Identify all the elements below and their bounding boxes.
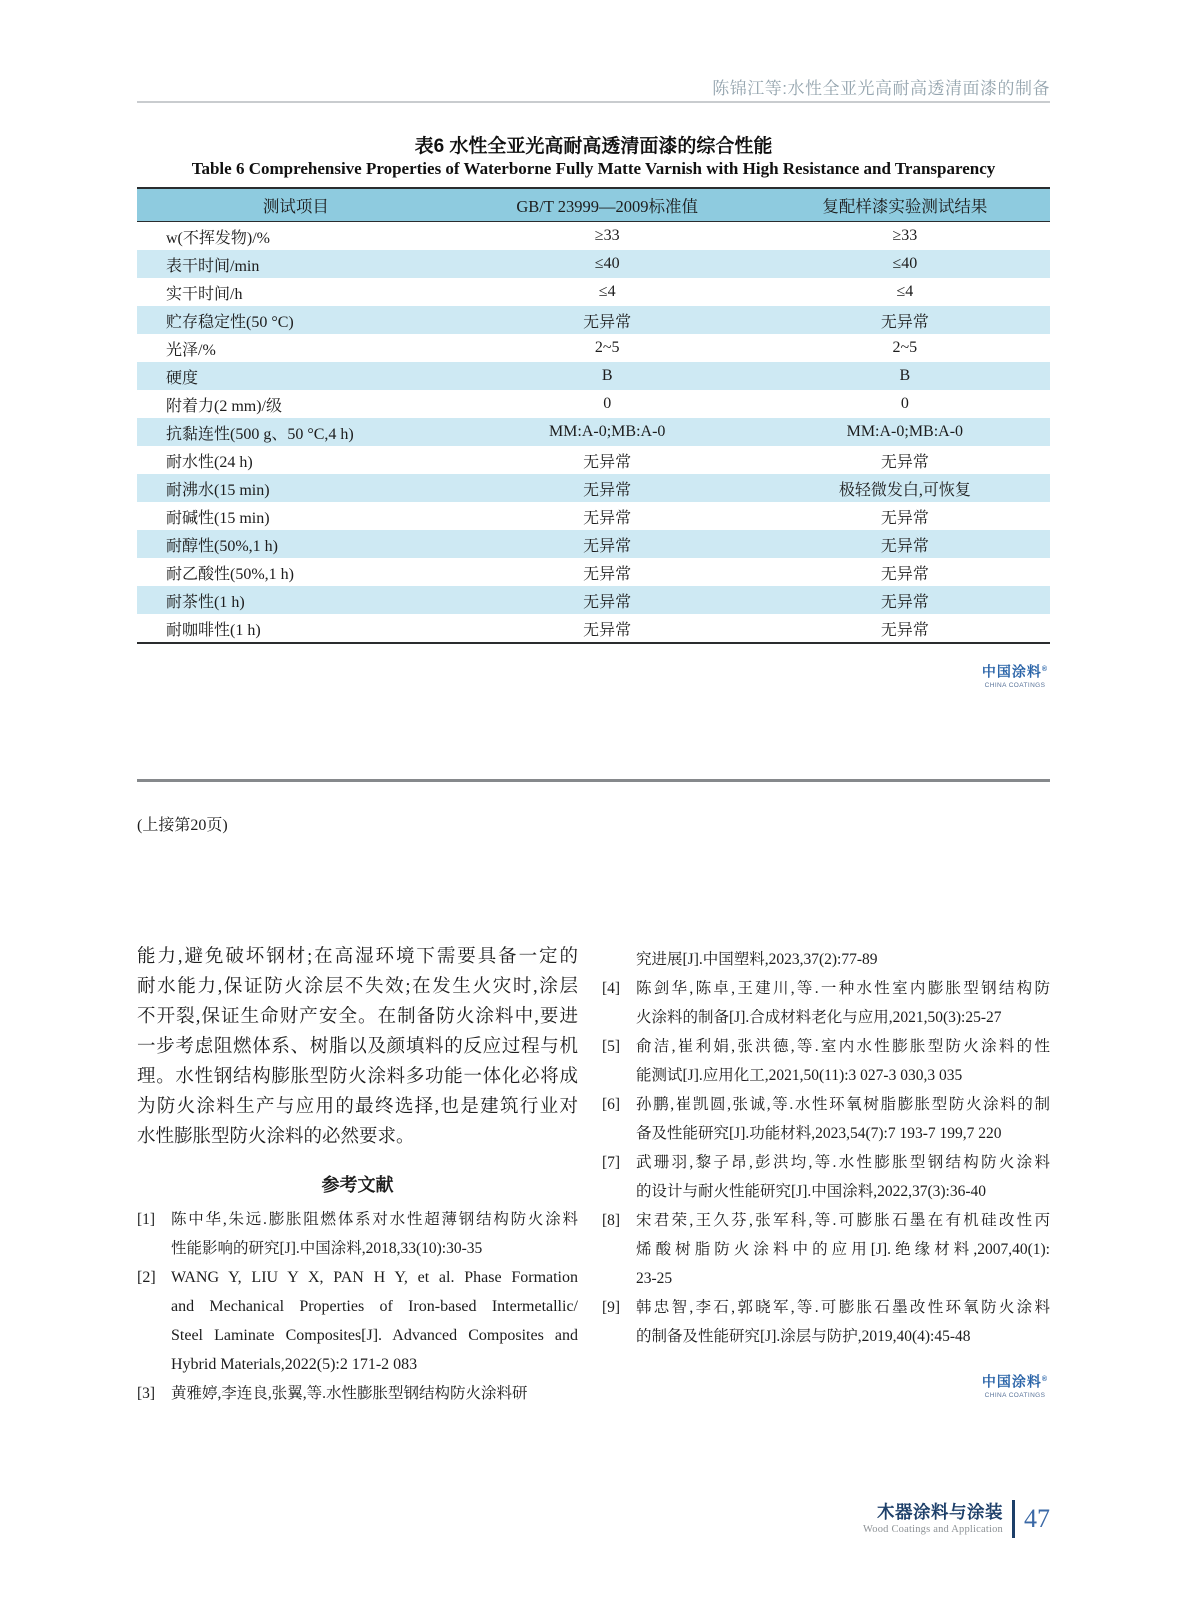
text-line: WANG Y, LIU Y X, PAN H Y, et al. Phase Formation bbox=[171, 1269, 578, 1286]
table-cell: 无异常 bbox=[583, 621, 632, 639]
properties-table bbox=[137, 187, 1050, 644]
table-cell: ≤40 bbox=[892, 255, 918, 272]
text-line: 备及性能研究[J].功能材料,2023,54(7):7 193-7 199,7 220 bbox=[636, 1125, 1002, 1142]
reference-item bbox=[602, 1148, 1050, 1206]
header-divider bbox=[137, 101, 1050, 103]
table-cell: 无异常 bbox=[880, 537, 929, 555]
page-number: 47 bbox=[1024, 1504, 1050, 1533]
china-coatings-logo bbox=[978, 662, 1052, 689]
table-cell: 光泽/% bbox=[166, 341, 216, 359]
reference-marker: [7] bbox=[602, 1154, 621, 1171]
left-column bbox=[137, 942, 578, 1408]
text-line: 的设计与耐火性能研究[J].中国涂料,2022,37(3):36-40 bbox=[636, 1183, 987, 1200]
table-cell: 无异常 bbox=[583, 565, 632, 583]
table-cell: 无异常 bbox=[583, 537, 632, 555]
registered-mark: ® bbox=[1041, 1376, 1049, 1383]
text-line: 水性膨胀型防火涂料的必然要求。 bbox=[137, 1127, 415, 1147]
table-row bbox=[137, 334, 1050, 362]
table-row bbox=[137, 418, 1050, 446]
text-line: 为防火涂料生产与应用的最终选择,也是建筑行业对 bbox=[137, 1097, 578, 1117]
table-row bbox=[137, 474, 1050, 502]
table-cell: ≤40 bbox=[594, 255, 620, 272]
text-line: Steel Laminate Composites[J]. Advanced Composites and bbox=[171, 1327, 578, 1344]
table-cell: 抗黏连性(500 g、50 °C,4 h) bbox=[166, 425, 354, 443]
reference-item bbox=[602, 945, 1050, 974]
table-cell: 无异常 bbox=[880, 453, 929, 471]
reference-marker: [3] bbox=[137, 1385, 156, 1402]
text-line: 不开裂,保证生命财产安全。在制备防火涂料中,要进 bbox=[137, 1007, 578, 1027]
table-cell: 无异常 bbox=[880, 565, 929, 583]
table-row bbox=[137, 502, 1050, 530]
properties-table-body bbox=[137, 222, 1050, 642]
reference-marker: [9] bbox=[602, 1299, 621, 1316]
text-line: 性能影响的研究[J].中国涂料,2018,33(10):30-35 bbox=[171, 1240, 483, 1257]
table-row bbox=[137, 614, 1050, 642]
table-header-row bbox=[137, 189, 1050, 222]
page-footer bbox=[863, 1500, 1050, 1538]
table-row bbox=[137, 306, 1050, 334]
text-line: 武珊羽,黎子昂,彭洪均,等.水性膨胀型钢结构防火涂料 bbox=[636, 1154, 1050, 1171]
table-row bbox=[137, 250, 1050, 278]
text-line: 一步考虑阻燃体系、树脂以及颜填料的反应过程与机 bbox=[137, 1037, 578, 1057]
table-cell: 无异常 bbox=[583, 593, 632, 611]
table-cell: 附着力(2 mm)/级 bbox=[166, 397, 282, 415]
table-cell: 实干时间/h bbox=[166, 285, 243, 303]
table-row bbox=[137, 446, 1050, 474]
table-row bbox=[137, 586, 1050, 614]
table-cell: 无异常 bbox=[880, 509, 929, 527]
table-cell: ≥33 bbox=[892, 227, 918, 244]
text-line: 火涂料的制备[J].合成材料老化与应用,2021,50(3):25-27 bbox=[636, 1009, 1002, 1026]
table-cell: ≥33 bbox=[594, 227, 620, 244]
table-cell: MM:A-0;MB:A-0 bbox=[548, 423, 666, 440]
table-header-cell: GB/T 23999—2009标准值 bbox=[516, 197, 699, 216]
text-line: 俞洁,崔利娟,张洪德,等.室内水性膨胀型防火涂料的性 bbox=[636, 1038, 1050, 1055]
table-title-zh: 表6 水性全亚光高耐高透清面漆的综合性能 bbox=[414, 136, 773, 157]
text-line: 黄雅婷,李连良,张翼,等.水性膨胀型钢结构防火涂料研 bbox=[171, 1385, 528, 1402]
reference-item bbox=[602, 1293, 1050, 1351]
reference-marker: [1] bbox=[137, 1211, 156, 1228]
table-cell: 无异常 bbox=[880, 621, 929, 639]
journal-name-en: Wood Coatings and Application bbox=[863, 1524, 1003, 1535]
text-line: 理。水性钢结构膨胀型防火涂料多功能一体化必将成 bbox=[137, 1067, 578, 1087]
journal-name-zh: 木器涂料与涂装 bbox=[877, 1502, 1003, 1522]
table-header-cell: 复配样漆实验测试结果 bbox=[822, 197, 988, 216]
table-cell: 耐醇性(50%,1 h) bbox=[166, 537, 278, 555]
text-line: 耐水能力,保证防火涂层不失效;在发生火灾时,涂层 bbox=[137, 977, 578, 997]
text-line: 能力,避免破坏钢材;在高湿环境下需要具备一定的 bbox=[137, 947, 578, 967]
reference-item bbox=[602, 974, 1050, 1032]
logo-text-zh: 中国涂料® bbox=[981, 1373, 1049, 1390]
table-cell: 表干时间/min bbox=[166, 257, 260, 275]
table-cell: 无异常 bbox=[583, 313, 632, 331]
continued-note: (上接第20页) bbox=[137, 817, 228, 834]
reference-marker: [5] bbox=[602, 1038, 621, 1055]
table-cell: 2~5 bbox=[892, 339, 918, 356]
references-left bbox=[137, 1205, 578, 1408]
table-title-en: Table 6 Comprehensive Properties of Waterborne Fully Matte Varnish with High Resistance and Transparency bbox=[191, 159, 996, 178]
text-line: 陈中华,朱远.膨胀阻燃体系对水性超薄钢结构防火涂料 bbox=[171, 1211, 578, 1228]
table-cell: MM:A-0;MB:A-0 bbox=[846, 423, 964, 440]
text-line: 能测试[J].应用化工,2021,50(11):3 027-3 030,3 035 bbox=[636, 1067, 963, 1084]
table-cell: 耐乙酸性(50%,1 h) bbox=[166, 565, 294, 583]
table-cell: B bbox=[899, 367, 911, 384]
text-line: 23-25 bbox=[636, 1270, 673, 1287]
table-cell: 无异常 bbox=[583, 453, 632, 471]
logo-text-en: CHINA COATINGS bbox=[984, 681, 1046, 689]
text-line: 宋君荣,王久芬,张军科,等.可膨胀石墨在有机硅改性丙 bbox=[636, 1212, 1050, 1229]
text-line: 的制备及性能研究[J].涂层与防护,2019,40(4):45-48 bbox=[636, 1328, 971, 1345]
table-cell: 耐水性(24 h) bbox=[166, 453, 253, 471]
table-row bbox=[137, 362, 1050, 390]
reference-marker: [2] bbox=[137, 1269, 156, 1286]
body-paragraph bbox=[137, 942, 578, 1152]
table-cell: 无异常 bbox=[880, 313, 929, 331]
reference-marker: [8] bbox=[602, 1212, 621, 1229]
table-cell: B bbox=[601, 367, 613, 384]
reference-marker: [4] bbox=[602, 980, 621, 997]
references-heading: 参考文献 bbox=[321, 1175, 394, 1195]
registered-mark: ® bbox=[1041, 666, 1049, 673]
text-line: 究进展[J].中国塑料,2023,37(2):77-89 bbox=[636, 951, 878, 968]
journal-name bbox=[863, 1503, 1003, 1535]
logo-text-en: CHINA COATINGS bbox=[984, 1391, 1046, 1399]
table-cell: 无异常 bbox=[583, 509, 632, 527]
reference-item bbox=[602, 1206, 1050, 1293]
table-cell: 硬度 bbox=[166, 369, 199, 387]
text-line: and Mechanical Properties of Iron-based Intermetallic/ bbox=[171, 1298, 578, 1315]
table-cell: 耐沸水(15 min) bbox=[166, 481, 270, 499]
text-line: 孙鹏,崔凯圆,张诚,等.水性环氧树脂膨胀型防火涂料的制 bbox=[636, 1096, 1050, 1113]
reference-item bbox=[137, 1263, 578, 1379]
table-cell: 无异常 bbox=[583, 481, 632, 499]
logo-text-zh: 中国涂料® bbox=[981, 663, 1049, 680]
table-cell: ≤4 bbox=[598, 283, 616, 300]
footer-divider-bar bbox=[1012, 1500, 1015, 1538]
text-line: Hybrid Materials,2022(5):2 171-2 083 bbox=[171, 1356, 418, 1373]
table-row bbox=[137, 222, 1050, 250]
reference-item bbox=[137, 1205, 578, 1263]
reference-marker: [6] bbox=[602, 1096, 621, 1113]
table-cell: 无异常 bbox=[880, 593, 929, 611]
china-coatings-logo bbox=[978, 1372, 1052, 1399]
text-line: 陈剑华,陈卓,王建川,等.一种水性室内膨胀型钢结构防 bbox=[636, 980, 1050, 997]
right-column bbox=[602, 945, 1050, 1351]
table-row bbox=[137, 558, 1050, 586]
table-row bbox=[137, 390, 1050, 418]
table-cell: 极轻微发白,可恢复 bbox=[838, 481, 971, 499]
table-cell: 2~5 bbox=[594, 339, 620, 356]
reference-item bbox=[602, 1032, 1050, 1090]
table-cell: 0 bbox=[900, 395, 909, 412]
table-row bbox=[137, 530, 1050, 558]
table-cell: 耐茶性(1 h) bbox=[166, 593, 245, 611]
references-right bbox=[602, 945, 1050, 1351]
table-cell: 0 bbox=[603, 395, 612, 412]
table-header-cell: 测试项目 bbox=[262, 197, 329, 216]
table-cell: 贮存稳定性(50 °C) bbox=[166, 313, 294, 331]
table-row bbox=[137, 278, 1050, 306]
table-cell: ≤4 bbox=[896, 283, 914, 300]
table-cell: w(不挥发物)/% bbox=[166, 229, 270, 247]
reference-item bbox=[137, 1379, 578, 1408]
reference-item bbox=[602, 1090, 1050, 1148]
section-divider bbox=[137, 779, 1050, 782]
running-head: 陈锦江等:水性全亚光高耐高透清面漆的制备 bbox=[712, 79, 1050, 98]
table-cell: 耐咖啡性(1 h) bbox=[166, 621, 261, 639]
text-line: 烯酸树脂防火涂料中的应用[J].绝缘材料,2007,40(1): bbox=[636, 1241, 1050, 1258]
text-line: 韩忠智,李石,郭晓军,等.可膨胀石墨改性环氧防火涂料 bbox=[636, 1299, 1050, 1316]
table-cell: 耐碱性(15 min) bbox=[166, 509, 270, 527]
